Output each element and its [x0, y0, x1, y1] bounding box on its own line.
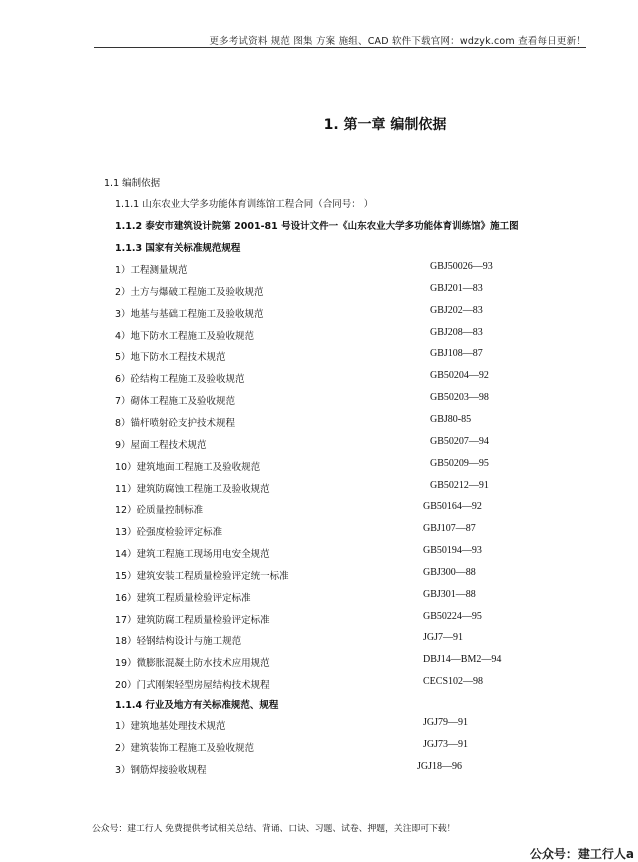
watermark: 公众号：建工行人a [529, 847, 634, 861]
standard-name: 12）砼质量控制标准 [115, 505, 204, 517]
standard-code: JGJ73—91 [423, 738, 469, 750]
standard-code: GB50209—95 [430, 457, 489, 469]
standard-code: GB50203—98 [430, 392, 489, 404]
standard-code: JGJ79—91 [423, 717, 469, 728]
footer-note: 公众号：建工行人 免费提供考试相关总结、背诵、口诀、习题、试卷、押题，关注即可下载！ [92, 824, 456, 834]
header-note: 更多考试资料 规范 图集 方案 施组、CAD 软件下载官网：wdzyk.com 查看每日更新！ [209, 36, 586, 47]
header-divider [94, 47, 586, 48]
standard-name: 3）钢筋焊接验收规程 [115, 764, 207, 776]
subsection-1-1-1: 1.1.1 山东农业大学多功能体育训练馆工程合同（合同号： ） [115, 199, 374, 210]
standard-name: 9）屋面工程技术规范 [115, 439, 207, 451]
standard-name: 5）地下防水工程技术规范 [115, 352, 226, 364]
standard-name: 7）砌体工程施工及验收规范 [115, 396, 236, 408]
standard-code: GB50224—95 [423, 610, 482, 622]
subsection-1-1-2: 1.1.2 泰安市建筑设计院第 2001-81 号设计文件一《山东农业大学多功能体育训练馆》施工图 [115, 221, 519, 232]
subsection-1-1-3: 1.1.3 国家有关标准规范规程 [115, 243, 241, 254]
standard-name: 18）轻钢结构设计与施工规范 [115, 636, 242, 648]
standard-name: 19）微膨胀混凝土防水技术应用规范 [115, 658, 270, 670]
standard-name: 1）工程测量规范 [115, 265, 188, 276]
standard-code: GBJ301—88 [423, 588, 476, 600]
standard-code: CECS102—98 [423, 676, 484, 688]
standard-name: 4）地下防水工程施工及验收规范 [115, 330, 255, 342]
standard-code: JGJ18—96 [417, 760, 463, 772]
standard-code: DBJ14—BM2—94 [423, 654, 502, 666]
subsection-1-1-4: 1.1.4 行业及地方有关标准规范、规程 [115, 700, 279, 711]
standard-name: 1）建筑地基处理技术规范 [115, 721, 226, 732]
standard-code: GB50164—92 [423, 501, 482, 513]
standard-name: 17）建筑防腐工程质量检验评定标准 [115, 614, 270, 626]
standard-name: 20）门式刚架轻型房屋结构技术规程 [115, 680, 270, 692]
standard-name: 13）砼强度检验评定标准 [115, 527, 223, 539]
standard-code: GB50204—92 [430, 370, 489, 382]
standard-name: 11）建筑防腐蚀工程施工及验收规范 [115, 483, 270, 495]
standard-code: GB50194—93 [423, 545, 482, 557]
standard-code: GB50212—91 [430, 479, 489, 491]
standard-code: GBJ201—83 [430, 282, 483, 294]
standard-code: JGJ7—91 [423, 632, 464, 644]
standard-name: 15）建筑安装工程质量检验评定统一标准 [115, 570, 289, 582]
standard-code: GBJ300—88 [423, 566, 476, 578]
standard-code: GBJ208—83 [430, 326, 483, 338]
standard-code: GB50207—94 [430, 435, 489, 447]
standard-name: 3）地基与基础工程施工及验收规范 [115, 308, 264, 320]
standard-name: 6）砼结构工程施工及验收规范 [115, 374, 245, 386]
standard-code: GBJ202—83 [430, 304, 483, 316]
standard-code: GBJ108—87 [430, 348, 483, 360]
section-heading: 1.1 编制依据 [104, 178, 161, 189]
standard-name: 8）锚杆喷射砼支护技术规程 [115, 417, 236, 429]
standard-code: GBJ80-85 [430, 413, 472, 425]
standard-name: 2）建筑装饰工程施工及验收规范 [115, 742, 255, 754]
standard-name: 10）建筑地面工程施工及验收规范 [115, 461, 261, 473]
standard-code: GBJ107—87 [423, 523, 476, 535]
standard-name: 16）建筑工程质量检验评定标准 [115, 592, 251, 604]
chapter-title: 1. 第一章 编制依据 [323, 117, 447, 133]
standard-name: 14）建筑工程施工现场用电安全规范 [115, 549, 270, 561]
standard-name: 2）土方与爆破工程施工及验收规范 [115, 286, 264, 298]
standard-code: GBJ50026—93 [430, 261, 493, 272]
